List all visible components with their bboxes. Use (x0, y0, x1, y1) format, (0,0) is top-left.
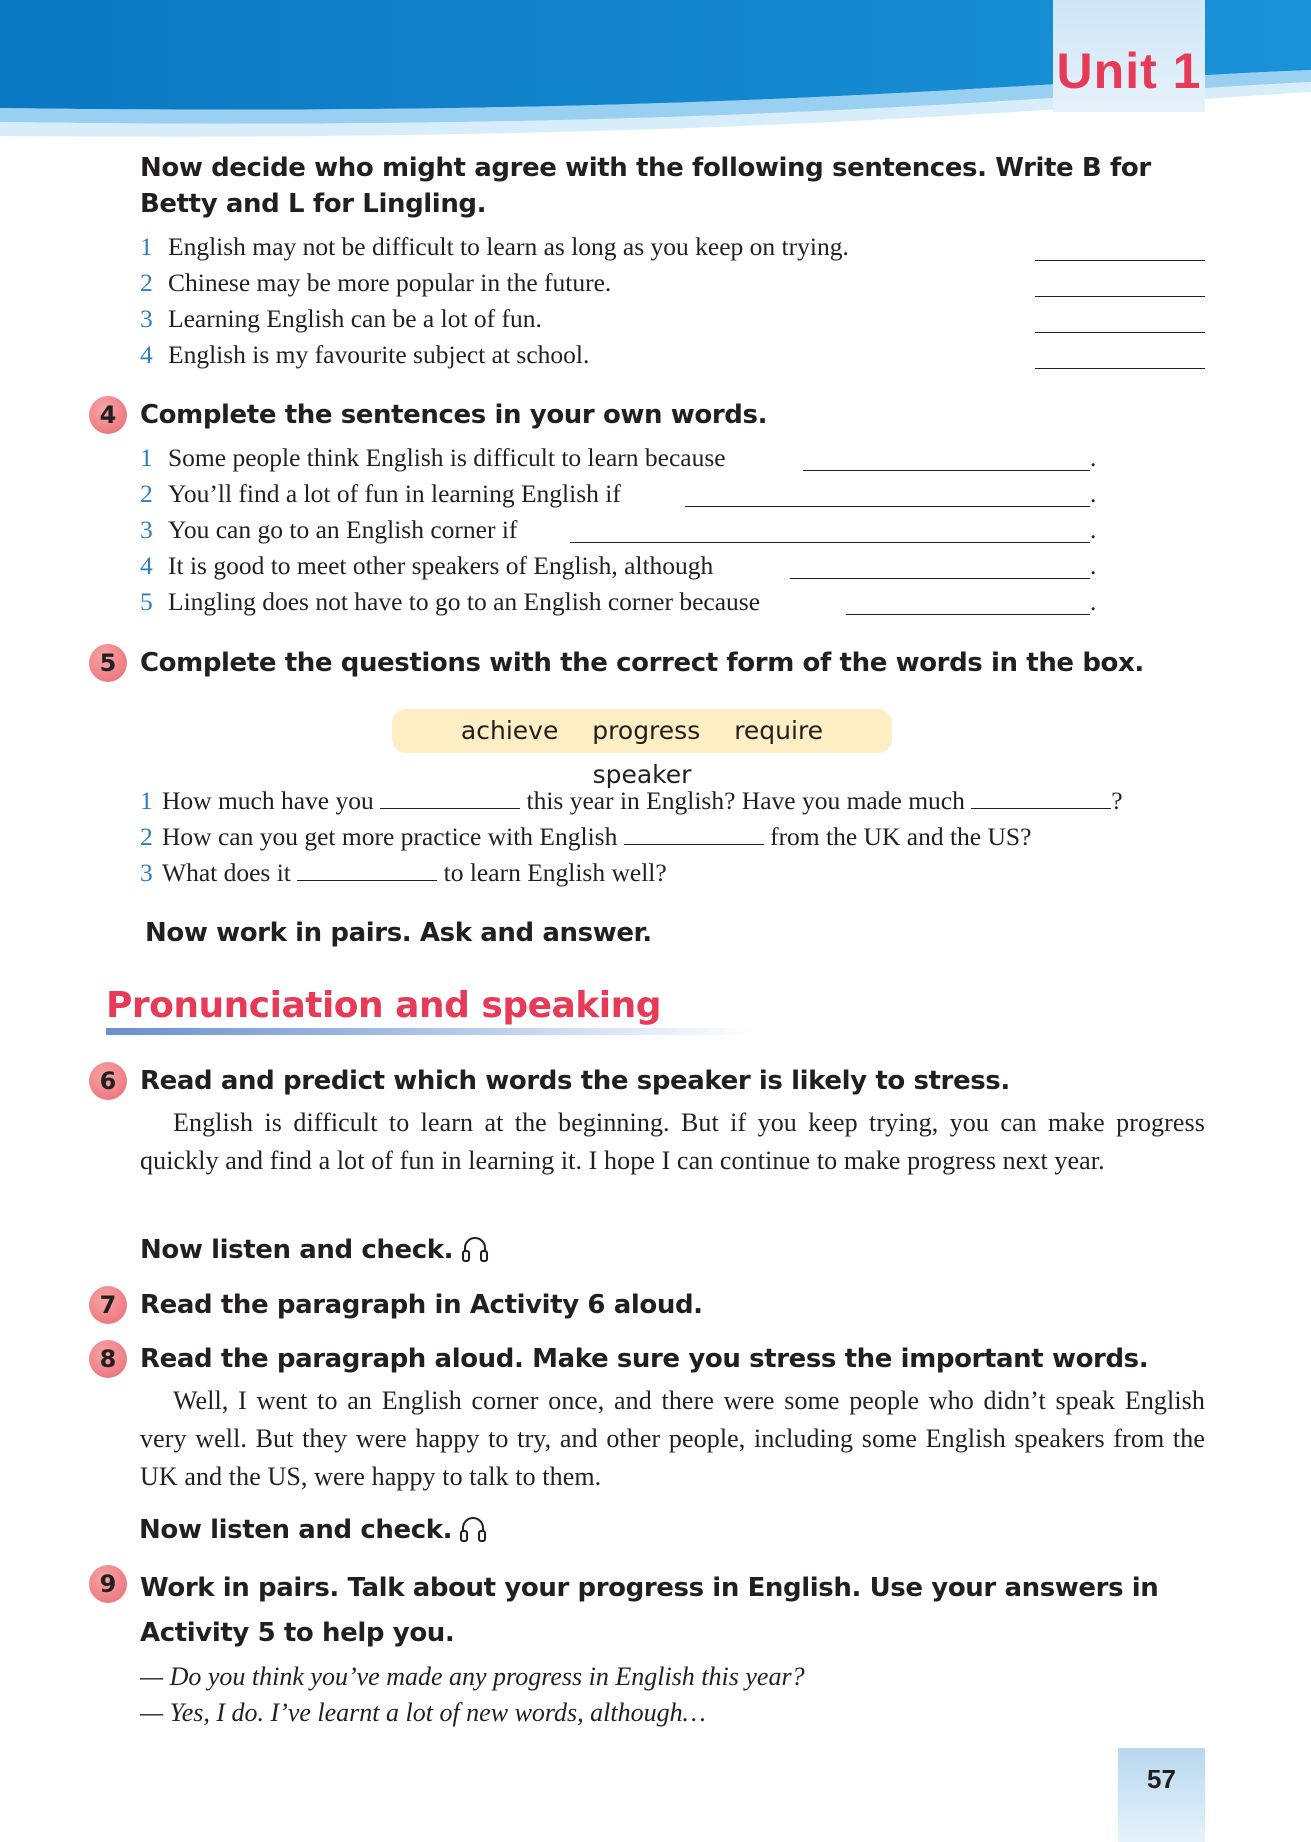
activity4-item (140, 584, 760, 620)
agree-item (140, 229, 849, 265)
item-text: Learning English can be a lot of fun. (168, 304, 542, 333)
activity-instruction: Work in pairs. Talk about your progress in English. Use your answers in Activity 5 to help you. (140, 1573, 1159, 1648)
word-box (392, 709, 892, 789)
item-number: 3 (140, 858, 153, 887)
item-text: this year in English? Have you made much (526, 786, 965, 815)
item-number: 1 (140, 443, 153, 472)
activity-instruction: Complete the sentences in your own words. (140, 400, 768, 430)
answer-blank[interactable] (297, 858, 437, 881)
item-number: 2 (140, 268, 153, 297)
item-number: 2 (140, 822, 153, 851)
listen-instruction: Now listen and check. (139, 1515, 453, 1545)
item-text: from the UK and the US? (770, 822, 1032, 851)
activity4-item (140, 548, 713, 584)
activity-instruction: Read the paragraph aloud. Make sure you stress the important words. (140, 1344, 1149, 1374)
activity-badge: 9 (89, 1565, 127, 1603)
reading-paragraph: English is difficult to learn at the beginning. But if you keep trying, you can make progress quickly and find a lot of fun in learning it. I hope I can continue to make progress next year. (140, 1108, 1205, 1175)
answer-blank[interactable] (1035, 367, 1205, 369)
period: . (1090, 587, 1097, 616)
headphones-icon (461, 1234, 489, 1264)
answer-blank[interactable] (790, 578, 1090, 579)
intro-instruction: Now decide who might agree with the following sentences. Write B for Betty and L for Lingling. (140, 153, 1151, 219)
item-text: You can go to an English corner if (168, 515, 518, 544)
item-text: How much have you (162, 786, 374, 815)
answer-blank[interactable] (803, 470, 1090, 471)
activity-badge: 8 (89, 1340, 127, 1378)
answer-blank[interactable] (570, 542, 1090, 543)
item-text: It is good to meet other speakers of English, although (168, 551, 714, 580)
follow-up-instruction: Now work in pairs. Ask and answer. (145, 918, 652, 948)
item-number: 1 (140, 786, 153, 815)
answer-blank[interactable] (380, 786, 520, 809)
item-number: 4 (140, 551, 153, 580)
box-word: speaker (592, 760, 692, 789)
section-title: Pronunciation and speaking (106, 985, 661, 1026)
agree-item (140, 301, 542, 337)
answer-blank[interactable] (685, 506, 1090, 507)
agree-item (140, 337, 589, 373)
activity-badge: 5 (89, 644, 127, 682)
item-number: 3 (140, 304, 153, 333)
item-text: Chinese may be more popular in the future. (168, 268, 612, 297)
period: . (1090, 515, 1097, 544)
section-underline (106, 1028, 756, 1035)
activity4-item (140, 476, 621, 512)
period: . (1090, 479, 1097, 508)
activity-instruction: Read the paragraph in Activity 6 aloud. (140, 1290, 703, 1320)
box-word: require (734, 716, 824, 745)
item-text: You’ll find a lot of fun in learning English if (168, 479, 621, 508)
activity-instruction: Complete the questions with the correct form of the words in the box. (140, 648, 1144, 678)
item-text: English may not be difficult to learn as long as you keep on trying. (168, 232, 849, 261)
item-text: to learn English well? (443, 858, 667, 887)
box-word: progress (592, 716, 701, 745)
activity4-item (140, 440, 726, 476)
item-text: Some people think English is difficult to learn because (168, 443, 726, 472)
item-text: ? (1111, 786, 1123, 815)
answer-blank[interactable] (1035, 259, 1205, 261)
page-number: 57 (1147, 1764, 1176, 1794)
answer-blank[interactable] (846, 614, 1090, 615)
answer-blank[interactable] (1035, 331, 1205, 333)
activity5-item (140, 855, 667, 891)
answer-blank[interactable] (1035, 295, 1205, 297)
activity-badge: 4 (89, 396, 127, 434)
activity-badge: 6 (89, 1062, 127, 1100)
period: . (1090, 443, 1097, 472)
item-text: Lingling does not have to go to an English corner because (168, 587, 761, 616)
page-number-tab (1118, 1748, 1205, 1842)
item-number: 5 (140, 587, 153, 616)
reading-paragraph: Well, I went to an English corner once, and there were some people who didn’t speak English very well. But they were happy to try, and other people, including some English speakers from the UK and the US, were happy to talk to them. (140, 1386, 1205, 1491)
agree-item (140, 265, 611, 301)
dialog-line: — Yes, I do. I’ve learnt a lot of new words, although… (140, 1698, 706, 1727)
box-word: achieve (460, 716, 559, 745)
item-number: 3 (140, 515, 153, 544)
item-number: 2 (140, 479, 153, 508)
period: . (1090, 551, 1097, 580)
unit-title: Unit 1 (1056, 43, 1202, 99)
activity-badge: 7 (89, 1286, 127, 1324)
activity-instruction: Read and predict which words the speaker is likely to stress. (140, 1066, 1010, 1096)
item-number: 1 (140, 232, 153, 261)
item-text: English is my favourite subject at school. (168, 340, 590, 369)
listen-instruction: Now listen and check. (140, 1235, 454, 1265)
headphones-icon (459, 1514, 487, 1544)
dialog-line: — Do you think you’ve made any progress in English this year? (140, 1662, 805, 1691)
answer-blank[interactable] (624, 822, 764, 845)
item-text: How can you get more practice with English (162, 822, 618, 851)
activity4-item (140, 512, 517, 548)
item-text: What does it (162, 858, 291, 887)
item-number: 4 (140, 340, 153, 369)
activity5-item (140, 783, 1123, 819)
answer-blank[interactable] (971, 786, 1111, 809)
activity5-item (140, 819, 1031, 855)
